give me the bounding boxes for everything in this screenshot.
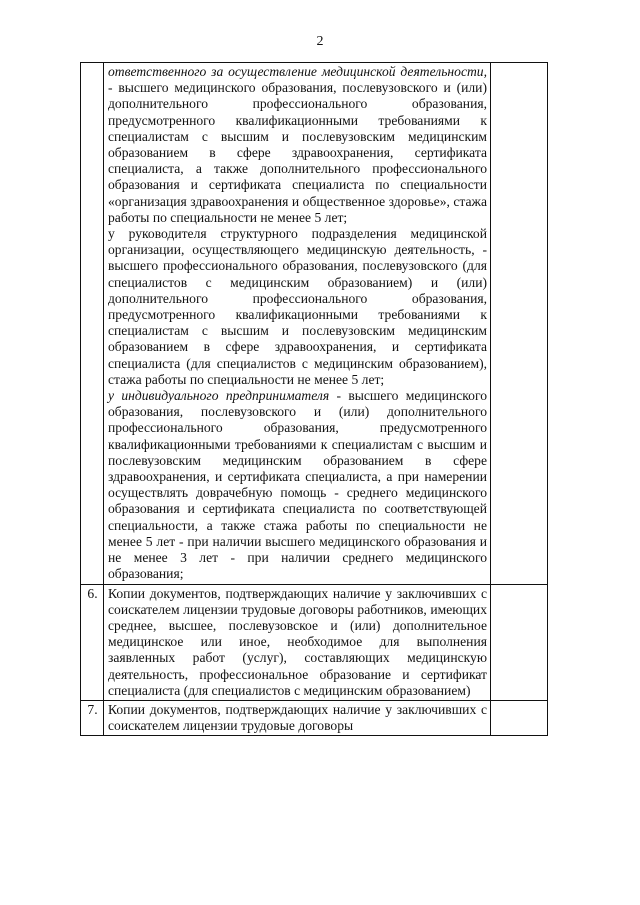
page-number: 2 bbox=[316, 34, 324, 49]
italic-lead: ответственного за осуществление медицинской деятельности, bbox=[108, 64, 487, 79]
row-content bbox=[104, 63, 491, 585]
paragraph-text: у руководителя структурного подразделения медицинской организации, осуществляющего медицинскую деятельность, - высшего профессионального образования, послевузовского (для специалистов с медицинским образованием) и (или) дополнительного профессионального образования, предусмотренного квалификационными требованиями к специалистам с высшим и послевузовским медицинским образованием в сфере здравоохранения, и сертификата специалиста (для специалистов с медицинским образованием), стажа работы по специальности не менее 5 лет; bbox=[108, 226, 487, 387]
table-row bbox=[81, 700, 548, 735]
paragraph bbox=[108, 64, 487, 226]
row-number: 7. bbox=[81, 700, 104, 735]
paragraph-text: Копии документов, подтверждающих наличие у заключивших с соискателем лицензии трудовые договоры bbox=[108, 701, 487, 734]
paragraph-text: Копии документов, подтверждающих наличие у заключивших с соискателем лицензии трудовые договоры работников, имеющих среднее, высшее, послевузовское и (или) дополнительное медицинское или иное, необходимое для выполнения заявленных работ (услуг), составляющих медицинскую деятельность, профессиональное образование и сертификат специалиста (для специалистов с медицинским образованием) bbox=[108, 585, 487, 698]
paragraph bbox=[108, 388, 487, 582]
table-row bbox=[81, 584, 548, 700]
italic-lead: у индивидуального предпринимателя bbox=[108, 388, 330, 404]
paragraph-text: - высшего медицинского образования, послевузовского и (или) дополнительного профессионального образования, предусмотренного квалификационными требованиями к специалистам с высшим и послевузовским медицинским образованием в сфере здравоохранения, сертификата специалиста, а также дополнительного профессионального образования и сертификата специалиста по специальности «организация здравоохранения и общественное здоровье», стажа работы по специальности не менее 5 лет; bbox=[108, 80, 487, 225]
paragraph bbox=[108, 226, 487, 388]
paragraph bbox=[108, 702, 487, 734]
empty-cell bbox=[491, 584, 548, 700]
requirements-table bbox=[80, 62, 548, 736]
row-content bbox=[104, 584, 491, 700]
empty-cell bbox=[491, 63, 548, 585]
table-row bbox=[81, 63, 548, 585]
empty-cell bbox=[491, 700, 548, 735]
row-number: 6. bbox=[81, 584, 104, 700]
paragraph-text: - высшего медицинского образования, послевузовского и (или) дополнительного профессионального образования, предусмотренного квалификационными требованиями к специалистам с высшим и послевузовским медицинским образованием в сфере здравоохранения, и сертификата специалиста, а при намерении осуществлять доврачебную помощь - среднего медицинского образования и сертификата специалиста по соответствующей специальности, а также стажа работы по специальности не менее 5 лет - при наличии высшего медицинского образования и не менее 3 лет - при наличии среднего медицинского образования; bbox=[108, 388, 487, 582]
row-number bbox=[81, 63, 104, 585]
row-content bbox=[104, 700, 491, 735]
paragraph bbox=[108, 586, 487, 699]
